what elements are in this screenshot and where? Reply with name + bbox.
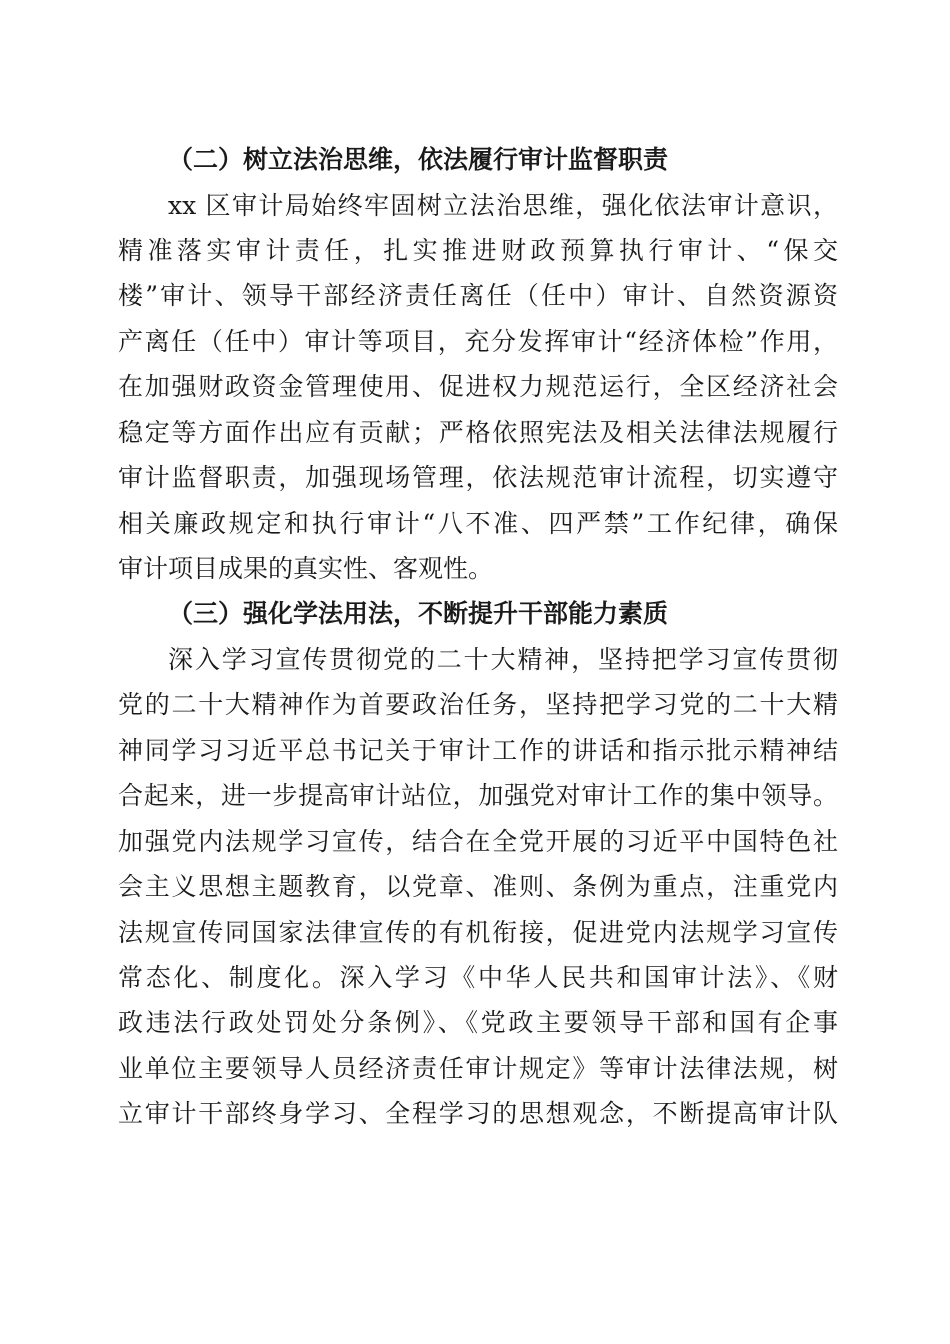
paragraph-line: 审计项目成果的真实性、客观性。: [118, 554, 494, 583]
paragraph-line: 合起来，进一步提高审计站位，加强党对审计工作的集中领导。: [118, 781, 838, 810]
paragraph-line: 会主义思想主题教育，以党章、准则、条例为重点，注重党内: [118, 872, 838, 901]
paragraph-line: 常态化、制度化。深入学习《中华人民共和国审计法》、《财: [118, 963, 838, 992]
paragraph-line: 在加强财政资金管理使用、促进权力规范运行，全区经济社会: [118, 372, 838, 401]
paragraph-line: 稳定等方面作出应有贡献；严格依照宪法及相关法律法规履行: [118, 418, 838, 447]
paragraph-line: 党的二十大精神作为首要政治任务，坚持把学习党的二十大精: [118, 690, 838, 719]
section-heading-2: （二）树立法治思维，依法履行审计监督职责: [168, 145, 669, 174]
paragraph-line: 深入学习宣传贯彻党的二十大精神，坚持把学习宣传贯彻: [168, 645, 838, 674]
paragraph-line: 楼”审计、领导干部经济责任离任（任中）审计、自然资源资: [118, 281, 838, 310]
paragraph-line: 业单位主要领导人员经济责任审计规定》等审计法律法规，树: [118, 1054, 838, 1083]
section-heading-3: （三）强化学法用法，不断提升干部能力素质: [168, 599, 669, 628]
paragraph-line: 相关廉政规定和执行审计“八不准、四严禁”工作纪律，确保: [118, 509, 838, 538]
paragraph-line: 神同学习习近平总书记关于审计工作的讲话和指示批示精神结: [118, 736, 838, 765]
paragraph-line: 产离任（任中）审计等项目，充分发挥审计“经济体检”作用，: [118, 327, 838, 356]
paragraph-line: 加强党内法规学习宣传，结合在全党开展的习近平中国特色社: [118, 827, 838, 856]
paragraph-line: 政违法行政处罚处分条例》、《党政主要领导干部和国有企事: [118, 1008, 838, 1037]
paragraph-line: 法规宣传同国家法律宣传的有机衔接，促进党内法规学习宣传: [118, 918, 838, 947]
paragraph-line: 立审计干部终身学习、全程学习的思想观念，不断提高审计队: [118, 1099, 838, 1128]
paragraph-line: 审计监督职责，加强现场管理，依法规范审计流程，切实遵守: [118, 463, 838, 492]
paragraph-line: 精准落实审计责任，扎实推进财政预算执行审计、“保交: [118, 236, 838, 265]
paragraph-line: xx 区审计局始终牢固树立法治思维，强化依法审计意识，: [168, 191, 838, 220]
